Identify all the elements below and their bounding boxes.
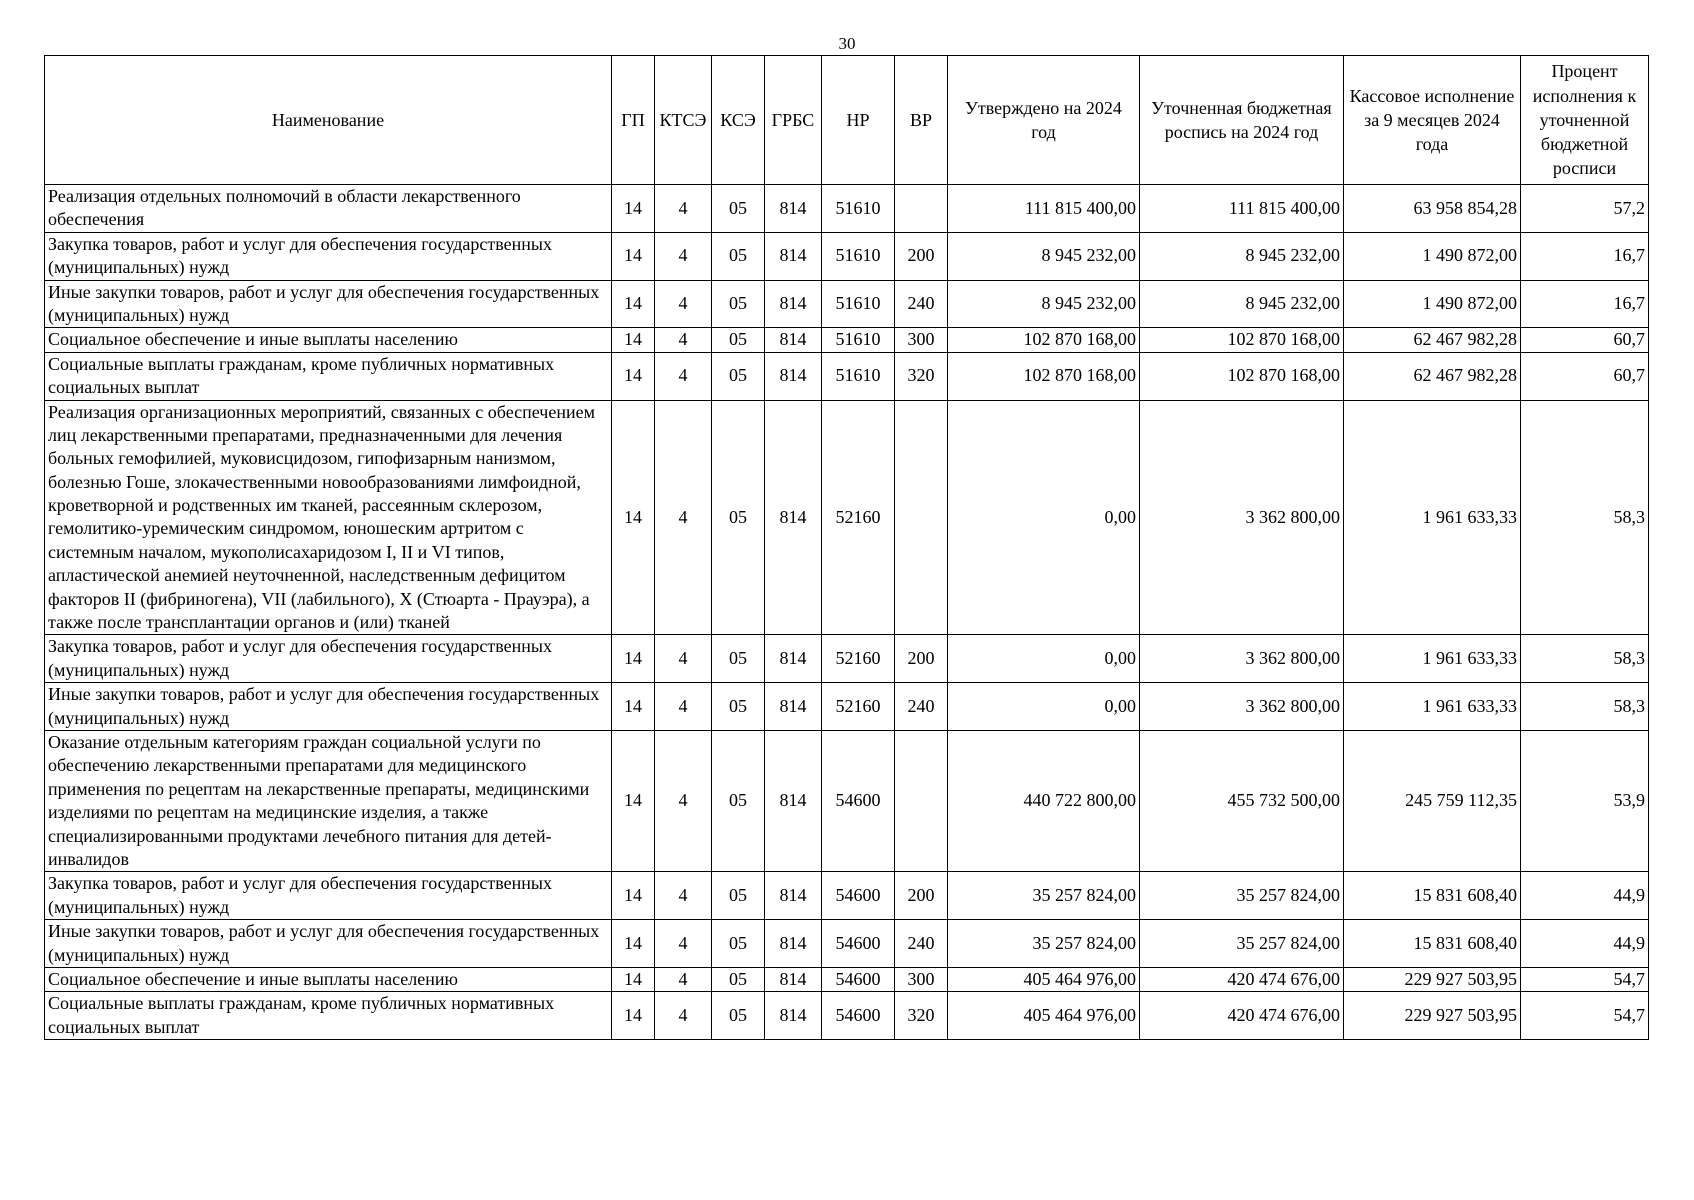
cell-name: Социальное обеспечение и иные выплаты населению (45, 967, 612, 991)
cell-percent: 54,7 (1521, 992, 1649, 1040)
cell-refined: 8 945 232,00 (1140, 232, 1344, 280)
cell-percent: 57,2 (1521, 185, 1649, 233)
cell-cash: 1 961 633,33 (1344, 683, 1521, 731)
header-vr: ВР (895, 56, 948, 185)
cell-kse: 05 (712, 967, 765, 991)
cell-nr: 52160 (822, 683, 895, 731)
cell-ktse: 4 (655, 232, 712, 280)
budget-table (44, 55, 1649, 1040)
cell-refined: 102 870 168,00 (1140, 328, 1344, 352)
cell-vr: 240 (895, 920, 948, 968)
cell-vr: 200 (895, 872, 948, 920)
table-row (45, 185, 1649, 233)
cell-gp: 14 (612, 683, 655, 731)
cell-ktse: 4 (655, 872, 712, 920)
table-row (45, 920, 1649, 968)
cell-vr (895, 730, 948, 871)
cell-approved: 440 722 800,00 (948, 730, 1140, 871)
table-body (45, 185, 1649, 1040)
cell-nr: 51610 (822, 328, 895, 352)
cell-vr: 300 (895, 967, 948, 991)
cell-name: Реализация отдельных полномочий в области лекарственного обеспечения (45, 185, 612, 233)
cell-vr: 200 (895, 635, 948, 683)
cell-refined: 111 815 400,00 (1140, 185, 1344, 233)
cell-cash: 1 961 633,33 (1344, 400, 1521, 635)
cell-grbs: 814 (765, 992, 822, 1040)
cell-ktse: 4 (655, 730, 712, 871)
table-row (45, 730, 1649, 871)
cell-gp: 14 (612, 920, 655, 968)
cell-approved: 0,00 (948, 683, 1140, 731)
cell-name: Иные закупки товаров, работ и услуг для обеспечения государственных (муниципальных) нужд (45, 920, 612, 968)
cell-grbs: 814 (765, 683, 822, 731)
cell-refined: 3 362 800,00 (1140, 683, 1344, 731)
cell-nr: 51610 (822, 232, 895, 280)
cell-kse: 05 (712, 400, 765, 635)
cell-kse: 05 (712, 992, 765, 1040)
cell-nr: 54600 (822, 730, 895, 871)
cell-kse: 05 (712, 185, 765, 233)
cell-approved: 111 815 400,00 (948, 185, 1140, 233)
header-ktse: КТСЭ (655, 56, 712, 185)
cell-grbs: 814 (765, 920, 822, 968)
cell-ktse: 4 (655, 328, 712, 352)
cell-name: Закупка товаров, работ и услуг для обеспечения государственных (муниципальных) нужд (45, 635, 612, 683)
header-cash: Кассовое исполнение за 9 месяцев 2024 года (1344, 56, 1521, 185)
cell-cash: 63 958 854,28 (1344, 185, 1521, 233)
cell-nr: 54600 (822, 872, 895, 920)
cell-cash: 15 831 608,40 (1344, 920, 1521, 968)
cell-vr: 240 (895, 683, 948, 731)
cell-kse: 05 (712, 352, 765, 400)
cell-vr: 240 (895, 280, 948, 328)
cell-name: Оказание отдельным категориям граждан социальной услуги по обеспечению лекарственными препаратами для медицинского применения по рецептам на лекарственные препараты, медицинскими изделиями по рецептам на медицинские изделия, а также специализированными продуктами лечебного питания для детей-инвалидов (45, 730, 612, 871)
cell-kse: 05 (712, 683, 765, 731)
cell-nr: 54600 (822, 992, 895, 1040)
table-row (45, 992, 1649, 1040)
cell-name: Закупка товаров, работ и услуг для обеспечения государственных (муниципальных) нужд (45, 872, 612, 920)
cell-vr: 320 (895, 352, 948, 400)
cell-nr: 51610 (822, 185, 895, 233)
cell-refined: 420 474 676,00 (1140, 992, 1344, 1040)
cell-vr (895, 185, 948, 233)
cell-kse: 05 (712, 232, 765, 280)
cell-approved: 0,00 (948, 635, 1140, 683)
cell-ktse: 4 (655, 280, 712, 328)
header-refined: Уточненная бюджетная роспись на 2024 год (1140, 56, 1344, 185)
page-number: 30 (838, 34, 856, 53)
cell-percent: 16,7 (1521, 280, 1649, 328)
cell-name: Реализация организационных мероприятий, связанных с обеспечением лиц лекарственными препаратами, предназначенными для лечения больных гемофилией, муковисцидозом, гипофизарным нанизмом, болезнью Гоше, злокачественными новообразованиями лимфоидной, кроветворной и родственных им тканей, рассеянным склерозом, гемолитико-уремическим синдромом, юношеским артритом с системным началом, мукополисахаридозом I, II и VI типов, апластической анемией неуточненной, наследственным дефицитом факторов II (фибриногена), VII (лабильного), X (Стюарта - Прауэра), а также после трансплантации органов и (или) тканей (45, 400, 612, 635)
cell-cash: 1 490 872,00 (1344, 280, 1521, 328)
cell-vr (895, 400, 948, 635)
table-row (45, 280, 1649, 328)
cell-nr: 51610 (822, 352, 895, 400)
cell-percent: 16,7 (1521, 232, 1649, 280)
cell-grbs: 814 (765, 232, 822, 280)
cell-kse: 05 (712, 920, 765, 968)
table-row (45, 232, 1649, 280)
cell-ktse: 4 (655, 967, 712, 991)
header-kse: КСЭ (712, 56, 765, 185)
cell-ktse: 4 (655, 683, 712, 731)
cell-kse: 05 (712, 280, 765, 328)
cell-ktse: 4 (655, 400, 712, 635)
cell-percent: 60,7 (1521, 328, 1649, 352)
cell-grbs: 814 (765, 352, 822, 400)
cell-nr: 54600 (822, 967, 895, 991)
table-row (45, 400, 1649, 635)
cell-approved: 405 464 976,00 (948, 967, 1140, 991)
cell-ktse: 4 (655, 352, 712, 400)
table-row (45, 352, 1649, 400)
table-row (45, 872, 1649, 920)
cell-approved: 405 464 976,00 (948, 992, 1140, 1040)
cell-gp: 14 (612, 872, 655, 920)
cell-kse: 05 (712, 328, 765, 352)
cell-ktse: 4 (655, 635, 712, 683)
cell-refined: 455 732 500,00 (1140, 730, 1344, 871)
table-row (45, 328, 1649, 352)
header-percent: Процент исполнения к уточненной бюджетной росписи (1521, 56, 1649, 185)
header-nr: НР (822, 56, 895, 185)
cell-grbs: 814 (765, 967, 822, 991)
cell-percent: 54,7 (1521, 967, 1649, 991)
cell-vr: 300 (895, 328, 948, 352)
cell-vr: 200 (895, 232, 948, 280)
cell-percent: 58,3 (1521, 635, 1649, 683)
cell-nr: 52160 (822, 635, 895, 683)
cell-vr: 320 (895, 992, 948, 1040)
cell-cash: 62 467 982,28 (1344, 328, 1521, 352)
cell-gp: 14 (612, 730, 655, 871)
cell-grbs: 814 (765, 730, 822, 871)
cell-gp: 14 (612, 328, 655, 352)
cell-percent: 53,9 (1521, 730, 1649, 871)
cell-refined: 3 362 800,00 (1140, 635, 1344, 683)
cell-gp: 14 (612, 992, 655, 1040)
cell-percent: 60,7 (1521, 352, 1649, 400)
cell-refined: 8 945 232,00 (1140, 280, 1344, 328)
cell-name: Социальные выплаты гражданам, кроме публичных нормативных социальных выплат (45, 352, 612, 400)
table-row (45, 967, 1649, 991)
cell-name: Иные закупки товаров, работ и услуг для обеспечения государственных (муниципальных) нужд (45, 683, 612, 731)
cell-name: Иные закупки товаров, работ и услуг для обеспечения государственных (муниципальных) нужд (45, 280, 612, 328)
cell-ktse: 4 (655, 992, 712, 1040)
cell-nr: 54600 (822, 920, 895, 968)
header-gp: ГП (612, 56, 655, 185)
cell-nr: 52160 (822, 400, 895, 635)
cell-name: Закупка товаров, работ и услуг для обеспечения государственных (муниципальных) нужд (45, 232, 612, 280)
cell-percent: 58,3 (1521, 400, 1649, 635)
cell-name: Социальное обеспечение и иные выплаты населению (45, 328, 612, 352)
cell-approved: 8 945 232,00 (948, 280, 1140, 328)
cell-gp: 14 (612, 280, 655, 328)
cell-approved: 0,00 (948, 400, 1140, 635)
header-name: Наименование (45, 56, 612, 185)
cell-kse: 05 (712, 872, 765, 920)
cell-cash: 229 927 503,95 (1344, 967, 1521, 991)
cell-grbs: 814 (765, 185, 822, 233)
cell-grbs: 814 (765, 635, 822, 683)
cell-ktse: 4 (655, 920, 712, 968)
cell-gp: 14 (612, 635, 655, 683)
cell-gp: 14 (612, 400, 655, 635)
cell-refined: 102 870 168,00 (1140, 352, 1344, 400)
cell-refined: 3 362 800,00 (1140, 400, 1344, 635)
cell-refined: 35 257 824,00 (1140, 920, 1344, 968)
cell-grbs: 814 (765, 400, 822, 635)
cell-percent: 44,9 (1521, 920, 1649, 968)
cell-cash: 62 467 982,28 (1344, 352, 1521, 400)
header-grbs: ГРБС (765, 56, 822, 185)
cell-approved: 8 945 232,00 (948, 232, 1140, 280)
cell-ktse: 4 (655, 185, 712, 233)
cell-grbs: 814 (765, 280, 822, 328)
table-row (45, 635, 1649, 683)
cell-kse: 05 (712, 635, 765, 683)
cell-gp: 14 (612, 232, 655, 280)
cell-kse: 05 (712, 730, 765, 871)
cell-nr: 51610 (822, 280, 895, 328)
cell-gp: 14 (612, 185, 655, 233)
cell-name: Социальные выплаты гражданам, кроме публичных нормативных социальных выплат (45, 992, 612, 1040)
cell-refined: 35 257 824,00 (1140, 872, 1344, 920)
cell-cash: 1 961 633,33 (1344, 635, 1521, 683)
cell-cash: 245 759 112,35 (1344, 730, 1521, 871)
cell-cash: 229 927 503,95 (1344, 992, 1521, 1040)
cell-grbs: 814 (765, 328, 822, 352)
cell-gp: 14 (612, 352, 655, 400)
header-approved: Утверждено на 2024 год (948, 56, 1140, 185)
cell-approved: 102 870 168,00 (948, 352, 1140, 400)
cell-approved: 35 257 824,00 (948, 872, 1140, 920)
cell-approved: 102 870 168,00 (948, 328, 1140, 352)
cell-cash: 1 490 872,00 (1344, 232, 1521, 280)
cell-percent: 44,9 (1521, 872, 1649, 920)
cell-approved: 35 257 824,00 (948, 920, 1140, 968)
cell-refined: 420 474 676,00 (1140, 967, 1344, 991)
cell-cash: 15 831 608,40 (1344, 872, 1521, 920)
table-row (45, 683, 1649, 731)
cell-percent: 58,3 (1521, 683, 1649, 731)
cell-gp: 14 (612, 967, 655, 991)
table-header (45, 56, 1649, 185)
cell-grbs: 814 (765, 872, 822, 920)
